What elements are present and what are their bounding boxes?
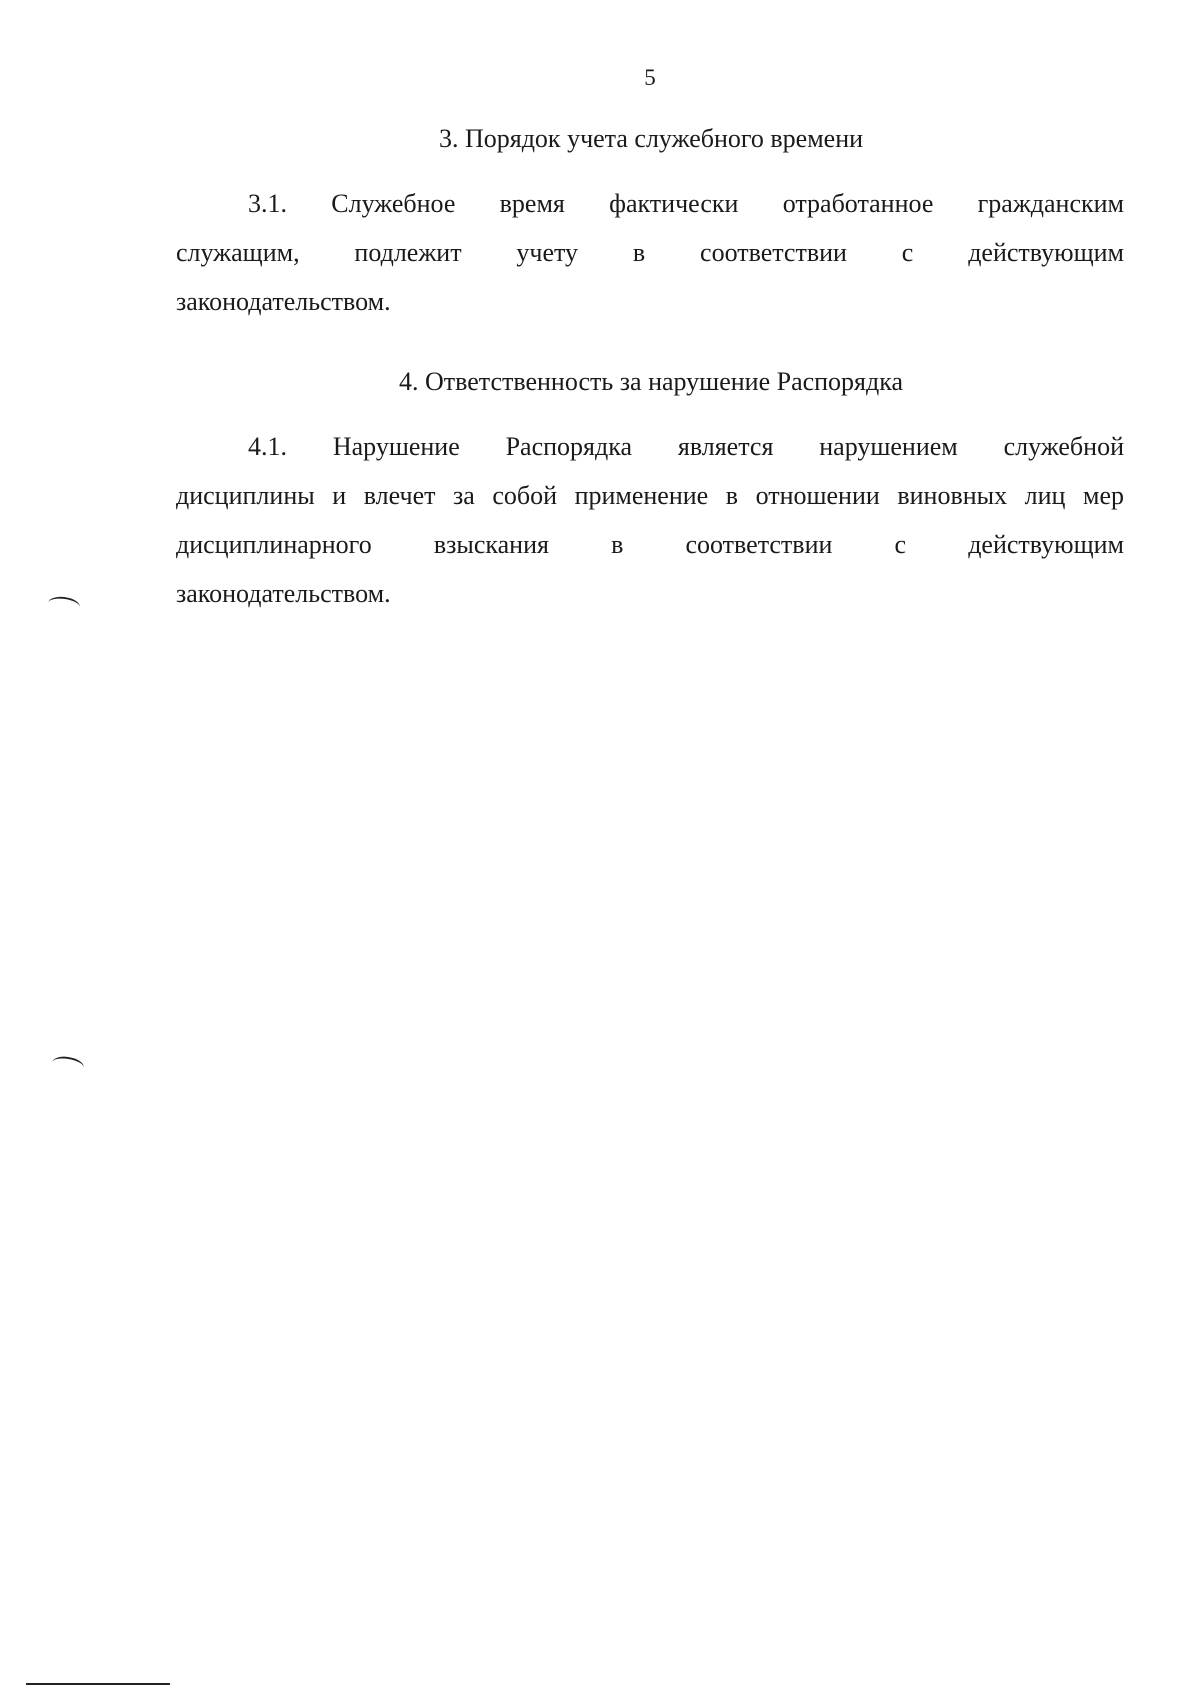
word: Служебное [331,189,456,218]
word: соответствии [700,238,847,267]
paragraph-line [176,530,1124,579]
section-4-heading: 4. Ответственность за нарушение Распорядка [398,367,904,396]
paragraph-line [176,481,1124,530]
word: законодательством. [176,287,391,316]
word: за [453,481,475,510]
word: мер [1082,481,1124,510]
word: фактически [609,189,739,218]
word: соответствии [685,530,833,559]
word: 3.1. [248,189,287,218]
word: отношении [755,481,880,510]
paragraph-line [176,432,1124,481]
word: дисциплинарного [176,530,372,559]
word: и [332,481,347,510]
section-3-paragraph [176,189,1124,336]
word: служащим, [176,238,300,267]
word: подлежит [354,238,462,267]
paragraph-line [176,238,1124,287]
footer-rule [26,1683,170,1685]
word: действующим [968,238,1124,267]
word: влечет [363,481,436,510]
section-4-paragraph [176,432,1124,628]
paragraph-line [176,189,1124,238]
word: Нарушение [332,432,460,461]
word: Распорядка [505,432,633,461]
word: с [894,530,907,559]
hole-punch-mark [51,1054,85,1075]
word: нарушением [819,432,958,461]
paragraph-line [176,579,1124,628]
word: применение [574,481,709,510]
word: в [632,238,646,267]
word: виновных [897,481,1008,510]
word: в [725,481,739,510]
word: лиц [1024,481,1066,510]
word: служебной [1003,432,1124,461]
word: гражданским [977,189,1124,218]
paragraph-line [176,287,1124,336]
word: законодательством. [176,579,391,608]
word: время [499,189,565,218]
word: 4.1. [248,432,287,461]
page-number: 5 [644,65,656,90]
word: отработанное [782,189,934,218]
word: собой [492,481,558,510]
word: дисциплины [176,481,315,510]
section-3-heading: 3. Порядок учета служебного времени [438,124,864,153]
word: с [901,238,914,267]
word: действующим [968,530,1124,559]
word: взыскания [433,530,549,559]
word: в [611,530,624,559]
word: учету [516,238,579,267]
word: является [677,432,774,461]
hole-punch-mark [47,595,81,615]
